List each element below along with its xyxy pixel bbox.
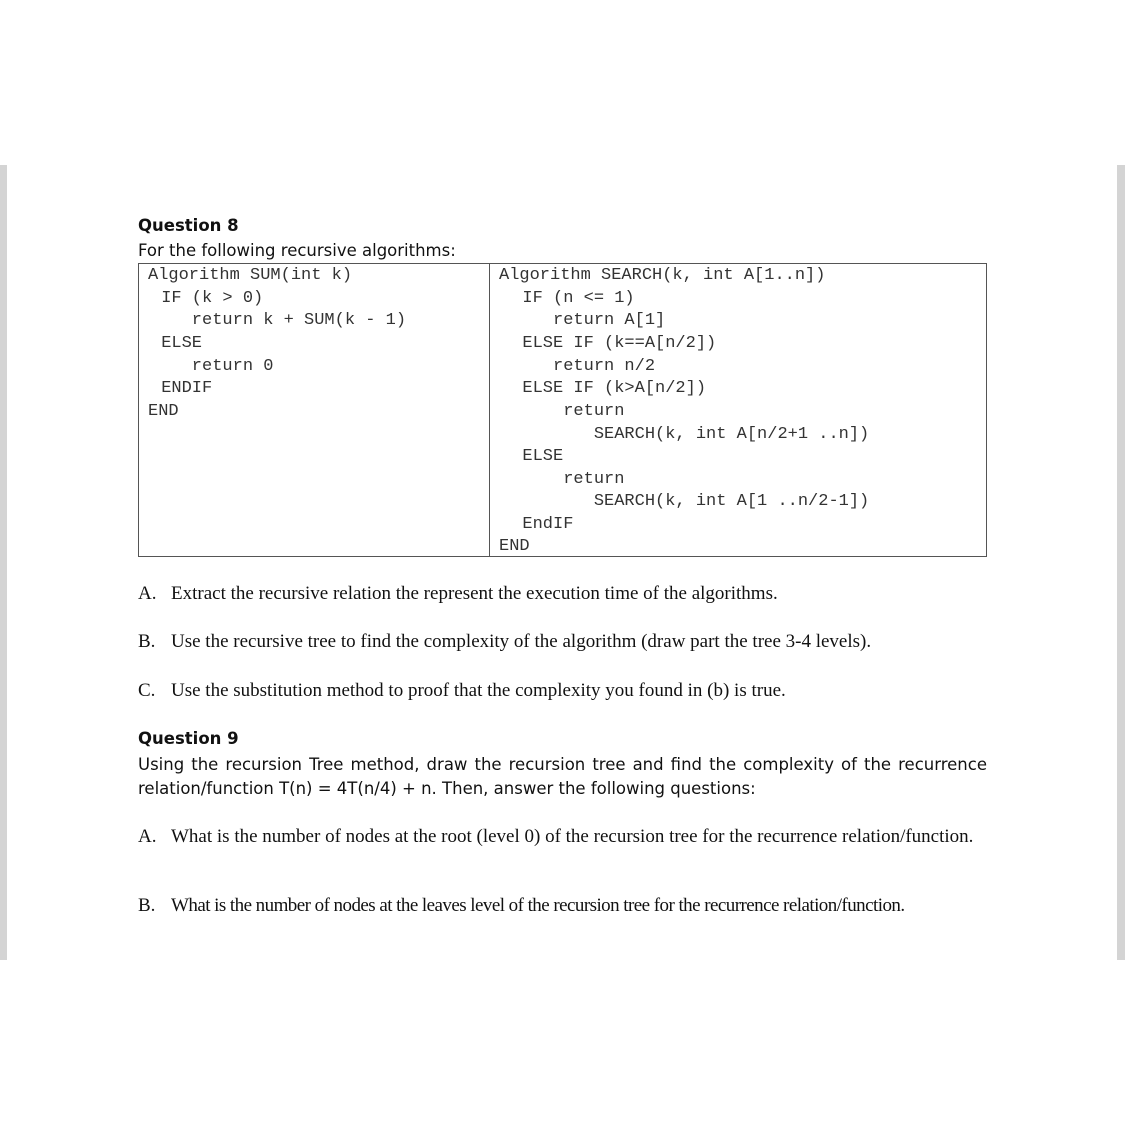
- item-text: What is the number of nodes at the leaves level of the recursion tree for the recurrence relation/function.: [171, 895, 905, 916]
- search-code-line: SEARCH(k, int A[n/2+1 ..n]): [502, 425, 870, 444]
- table-column-divider: [489, 264, 490, 556]
- search-code-line: IF (n <= 1): [502, 289, 635, 308]
- item-label: A.: [138, 826, 157, 847]
- search-code-line: Algorithm SEARCH(k, int A[1..n]): [499, 266, 826, 285]
- search-code-line: EndIF: [502, 515, 574, 534]
- question-8-item-a: [138, 583, 778, 605]
- question-9-intro: Using the recursion Tree method, draw the recursion tree and find the complexity of the recurrence relation/function T(n) = 4T(n/4) + n. Then, answer the following questions:: [138, 755, 987, 798]
- item-text: What is the number of nodes at the root (level 0) of the recursion tree for the recurrence relation/function.: [171, 826, 974, 847]
- page-edge-left: [0, 165, 7, 960]
- sum-code-line: ELSE: [151, 334, 203, 353]
- sum-code-line: IF (k > 0): [151, 289, 264, 308]
- item-text: Use the substitution method to proof that the complexity you found in (b) is true.: [171, 680, 786, 701]
- item-label: B.: [138, 895, 156, 916]
- search-code-line: return: [502, 402, 625, 421]
- search-code-line: END: [499, 537, 530, 556]
- question-8-item-b: [138, 631, 871, 653]
- item-label: A.: [138, 583, 157, 604]
- sum-code-line: return k + SUM(k - 1): [151, 311, 407, 330]
- search-code-line: return A[1]: [502, 311, 666, 330]
- item-label: B.: [138, 631, 156, 652]
- question-8-item-c: [138, 680, 786, 702]
- sum-code-line: END: [148, 402, 179, 421]
- question-9-item-b: [138, 894, 987, 917]
- item-text: Extract the recursive relation the represent the execution time of the algorithms.: [171, 583, 778, 604]
- search-code-line: return: [502, 470, 625, 489]
- search-code-line: ELSE IF (k==A[n/2]): [502, 334, 717, 353]
- algorithms-table: [138, 263, 987, 557]
- question-9-title: Question 9: [138, 729, 239, 748]
- question-8-title: Question 8: [138, 216, 239, 235]
- item-label: C.: [138, 680, 156, 701]
- search-code-line: SEARCH(k, int A[1 ..n/2-1]): [502, 492, 870, 511]
- page-edge-right: [1117, 165, 1125, 960]
- sum-code-line: ENDIF: [151, 379, 213, 398]
- sum-code-line: return 0: [151, 357, 274, 376]
- question-9-item-a: [138, 825, 987, 848]
- item-text: Use the recursive tree to find the complexity of the algorithm (draw part the tree 3-4 levels).: [171, 631, 872, 652]
- sum-code-line: Algorithm SUM(int k): [148, 266, 353, 285]
- question-8-intro: For the following recursive algorithms:: [138, 241, 456, 260]
- search-code-line: return n/2: [502, 357, 656, 376]
- search-code-line: ELSE: [502, 447, 564, 466]
- search-code-line: ELSE IF (k>A[n/2]): [502, 379, 707, 398]
